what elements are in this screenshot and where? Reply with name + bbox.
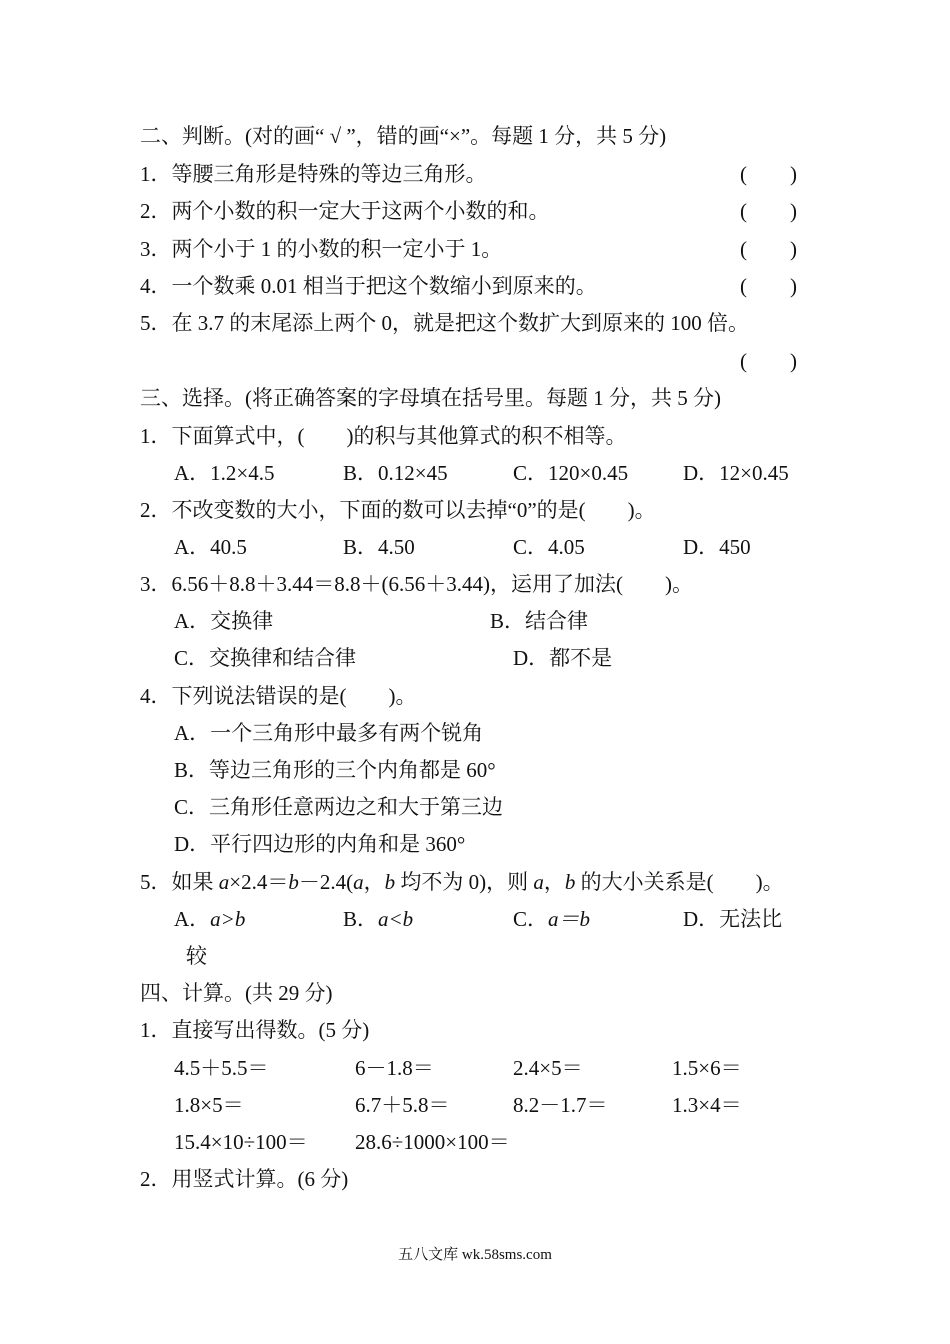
- paren-close: ): [790, 162, 797, 186]
- var-b: b: [564, 870, 576, 894]
- choice-q1-stem: 1．下面算式中，( )的积与其他算式的积不相等。: [140, 424, 627, 448]
- calc-r2-c1: 1.8×5＝: [174, 1093, 244, 1117]
- calc-r1-c4: 1.5×6＝: [672, 1056, 742, 1080]
- q3-option-a[interactable]: A．交换律: [174, 609, 274, 633]
- option-label: B．: [343, 907, 379, 931]
- q2-option-b[interactable]: B．4.50: [343, 535, 415, 559]
- choice-q4-stem: 4．下列说法错误的是( )。: [140, 684, 417, 708]
- q1-option-b[interactable]: B．0.12×45: [343, 461, 448, 485]
- choice-q2-stem: 2．不改变数的大小，下面的数可以去掉“0”的是( )。: [140, 498, 656, 522]
- paren-open: (: [740, 237, 747, 261]
- calc-r1-c2: 6－1.8＝: [355, 1056, 434, 1080]
- option-label: A．: [174, 907, 211, 931]
- option-expr: a<b: [378, 907, 414, 931]
- q2-option-c[interactable]: C．4.05: [513, 535, 585, 559]
- var-a: a: [533, 870, 544, 894]
- judge-item-1: 1．等腰三角形是特殊的等边三角形。: [140, 162, 487, 186]
- answer-blank-4[interactable]: [740, 271, 797, 301]
- answer-blank-3[interactable]: [740, 234, 797, 264]
- var-b: b: [288, 870, 299, 894]
- calc-r1-c3: 2.4×5＝: [513, 1056, 583, 1080]
- q5-option-c[interactable]: [513, 904, 590, 934]
- q1-option-a[interactable]: A．1.2×4.5: [174, 461, 275, 485]
- paren-close: ): [790, 349, 797, 373]
- var-a: a: [218, 870, 230, 894]
- page-footer: 五八文库 wk.58sms.com: [398, 1247, 552, 1263]
- choice-q3-stem: 3．6.56＋8.8＋3.44＝8.8＋(6.56＋3.44)，运用了加法( )。: [140, 572, 693, 596]
- answer-blank-1[interactable]: [740, 159, 797, 189]
- paren-close: ): [790, 199, 797, 223]
- calc-r2-c2: 6.7＋5.8＝: [355, 1093, 450, 1117]
- q5-stem-mid3: ，: [363, 870, 385, 894]
- calc-r1-c1: 4.5＋5.5＝: [174, 1056, 269, 1080]
- q5-option-d[interactable]: D．无法比: [683, 907, 783, 931]
- var-b: b: [384, 870, 396, 894]
- q5-stem-suffix: 的大小关系是( )。: [575, 870, 784, 894]
- calc-r3-c1: 15.4×10÷100＝: [174, 1130, 308, 1154]
- answer-blank-5[interactable]: [740, 346, 797, 376]
- q5-stem-mid4: 均不为 0)，则: [395, 870, 534, 894]
- q4-option-c[interactable]: C．三角形任意两边之和大于第三边: [174, 795, 504, 819]
- q5-stem-mid1: ×2.4＝: [229, 870, 289, 894]
- section-3-heading: 三、选择。(将正确答案的字母填在括号里。每题 1 分，共 5 分): [140, 386, 721, 410]
- judge-item-5: 5．在 3.7 的末尾添上两个 0，就是把这个数扩大到原来的 100 倍。: [140, 311, 749, 335]
- q5-option-b[interactable]: [343, 904, 413, 934]
- option-expr: a＝b: [548, 907, 591, 931]
- q2-option-a[interactable]: A．40.5: [174, 535, 247, 559]
- q4-option-b[interactable]: B．等边三角形的三个内角都是 60°: [174, 758, 496, 782]
- q5-stem-mid5: ，: [543, 870, 565, 894]
- paren-close: ): [790, 274, 797, 298]
- answer-blank-2[interactable]: [740, 196, 797, 226]
- q2-option-d[interactable]: D．450: [683, 535, 751, 559]
- section-2-heading: 二、判断。(对的画“ √ ”，错的画“×”。每题 1 分，共 5 分): [140, 124, 667, 148]
- q1-option-d[interactable]: D．12×0.45: [683, 461, 789, 485]
- calc-r2-c3: 8.2－1.7＝: [513, 1093, 608, 1117]
- q3-option-d[interactable]: D．都不是: [513, 646, 613, 670]
- q5-option-a[interactable]: [174, 904, 245, 934]
- paren-open: (: [740, 162, 747, 186]
- section-4-heading: 四、计算。(共 29 分): [140, 981, 333, 1005]
- q5-stem-prefix: 5．如果: [140, 870, 219, 894]
- judge-item-4: 4．一个数乘 0.01 相当于把这个数缩小到原来的。: [140, 274, 597, 298]
- calc-r2-c4: 1.3×4＝: [672, 1093, 742, 1117]
- judge-item-3: 3．两个小于 1 的小数的积一定小于 1。: [140, 237, 503, 261]
- calc-r3-c2: 28.6÷1000×100＝: [355, 1130, 510, 1154]
- q4-option-d[interactable]: D．平行四边形的内角和是 360°: [174, 832, 466, 856]
- calc-sub-1: 1．直接写出得数。(5 分): [140, 1018, 370, 1042]
- q3-option-b[interactable]: B．结合律: [490, 609, 589, 633]
- option-expr: a>b: [210, 907, 246, 931]
- q5-stem-mid2: －2.4(: [298, 870, 354, 894]
- paren-close: ): [790, 237, 797, 261]
- calc-sub-2: 2．用竖式计算。(6 分): [140, 1167, 349, 1191]
- choice-q5-stem: [140, 867, 784, 897]
- paren-open: (: [740, 199, 747, 223]
- q3-option-c[interactable]: C．交换律和结合律: [174, 646, 357, 670]
- option-label: C．: [513, 907, 549, 931]
- paren-open: (: [740, 349, 747, 373]
- judge-item-2: 2．两个小数的积一定大于这两个小数的和。: [140, 199, 550, 223]
- q4-option-a[interactable]: A．一个三角形中最多有两个锐角: [174, 721, 484, 745]
- q5-option-d-wrap: 较: [186, 944, 207, 968]
- q1-option-c[interactable]: C．120×0.45: [513, 461, 629, 485]
- var-a: a: [353, 870, 364, 894]
- paren-open: (: [740, 274, 747, 298]
